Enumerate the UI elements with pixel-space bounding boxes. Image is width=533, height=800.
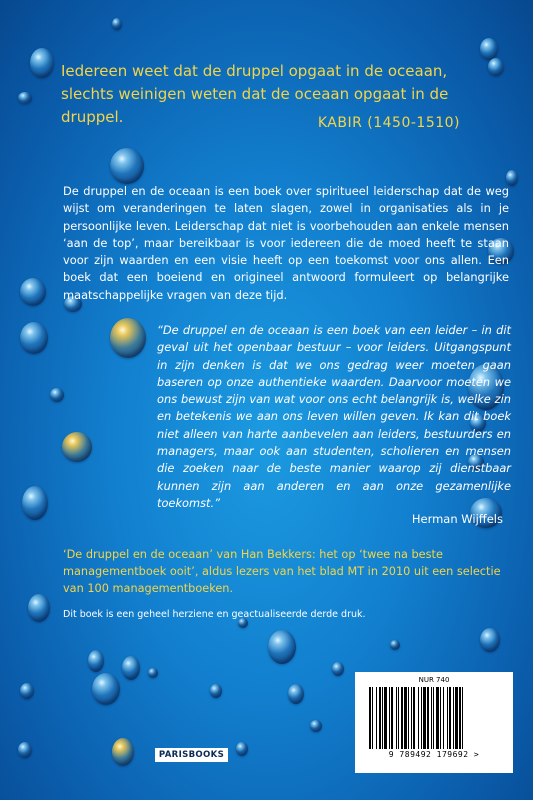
barcode-bar — [447, 687, 448, 749]
barcode-bar — [391, 687, 393, 749]
water-drop-icon — [332, 662, 344, 676]
barcode-bar — [372, 687, 373, 749]
water-drop-icon — [18, 742, 32, 758]
barcode-bar — [413, 687, 415, 749]
opening-quote: Iedereen weet dat de druppel opgaat in de oceaan, slechts weinigen weten dat de oceaan opgaat in de druppel. — [61, 62, 449, 126]
barcode-bar — [369, 687, 371, 749]
barcode-bar — [418, 687, 419, 749]
barcode-bar — [408, 687, 409, 749]
barcode-bar — [431, 687, 432, 749]
barcode-bar — [453, 687, 454, 749]
barcode-bar — [455, 687, 458, 749]
water-drop-icon — [20, 322, 48, 354]
isbn-number: 9 789492 179692 > — [388, 750, 480, 759]
barcode-icon — [365, 687, 503, 749]
water-drop-icon — [20, 683, 34, 699]
water-drop-icon — [288, 684, 304, 704]
mt-award-note: ‘De druppel en de oceaan’ van Han Bekkers: het op ‘twee na beste managementboek ooit’, aldus lezers van het blad MT in 2010 uit een selectie van 100 managementboeken. — [63, 548, 501, 595]
isbn-barcode — [355, 672, 513, 773]
edition-note: Dit boek is een geheel herziene en geactualiseerde derde druk. — [63, 609, 366, 620]
barcode-bar — [433, 687, 434, 749]
water-drop-icon — [30, 48, 54, 78]
quote-author: KABIR (1450-1510) — [317, 115, 460, 131]
barcode-bar — [404, 687, 407, 749]
water-drop-icon — [480, 38, 498, 60]
publisher-name: PARISBOOKS — [158, 750, 225, 760]
barcode-bar — [401, 687, 403, 749]
water-drop-icon — [62, 432, 92, 462]
barcode-bar — [423, 687, 426, 749]
water-drop-icon — [20, 278, 46, 306]
barcode-bar — [376, 687, 377, 749]
barcode-bar — [449, 687, 451, 749]
water-drop-icon — [22, 486, 48, 520]
water-drop-icon — [390, 640, 400, 650]
book-description: De druppel en de oceaan is een boek over spiritueel leiderschap dat de weg wijst om veranderingen te laten slagen, zowel in organisaties als in je persoonlijke leven. Leiderschap dat niet is voorbehouden aan enkele mensen ‘aan de top’, maar bereikbaar is voor iedereen die de moed heeft te staan voor zijn waarden en een visie heeft op een toekomst voor ons allen. Een boek dat een boeiend en origineel antwoord formuleert op belangrijke maatschappelijke vragen van deze tijd. — [63, 184, 509, 302]
water-drop-icon — [18, 92, 32, 104]
barcode-bar — [427, 687, 429, 749]
water-drop-icon — [92, 673, 120, 705]
nur-code: NUR 740 — [418, 676, 450, 684]
testimonial-author: Herman Wijffels — [411, 512, 503, 526]
barcode-bar — [411, 687, 412, 749]
water-drop-icon — [210, 684, 222, 698]
water-drop-icon — [112, 18, 122, 30]
water-drop-icon — [480, 628, 500, 652]
water-drop-icon — [88, 650, 104, 672]
water-drop-icon — [148, 668, 158, 678]
water-drop-icon — [28, 594, 50, 622]
barcode-bar — [440, 687, 441, 749]
barcode-bar — [389, 687, 390, 749]
water-drop-icon — [50, 388, 64, 402]
barcode-bar — [421, 687, 422, 749]
barcode-bar — [396, 687, 397, 749]
barcode-bar — [382, 687, 383, 749]
barcode-bar — [459, 687, 461, 749]
water-drop-icon — [268, 630, 296, 664]
barcode-bar — [462, 687, 463, 749]
barcode-bar — [443, 687, 444, 749]
barcode-bar — [436, 687, 439, 749]
barcode-bar — [379, 687, 381, 749]
water-drop-icon — [110, 148, 144, 184]
water-drop-icon — [112, 738, 134, 766]
barcode-bar — [384, 687, 387, 749]
water-drop-icon — [110, 318, 146, 358]
water-drop-icon — [122, 656, 140, 680]
testimonial-quote: “De druppel en de oceaan is een boek van een leider – in dit geval uit het openbaar bestuur – voor leiders. Uitgangspunt in zijn denken is dat we ons gedrag weer moeten gaan baseren op onze authentieke waarden. Daarvoor moeten we ons bewust zijn van wat voor ons echt belangrijk is, welke zin en betekenis we aan ons leven willen geven. Ik kan dit boek niet alleen van harte aanbevelen aan leiders, bestuurders en managers, maar ook aan studenten, scholieren en mensen die zoeken naar de beste manier waarop zij dienstbaar kunnen zijn aan anderen en aan onze gezamenlijke toekomst.” — [157, 323, 511, 510]
water-drop-icon — [310, 720, 322, 732]
water-drop-icon — [236, 742, 248, 756]
barcode-bar — [398, 687, 399, 749]
publisher-logo — [155, 748, 228, 762]
